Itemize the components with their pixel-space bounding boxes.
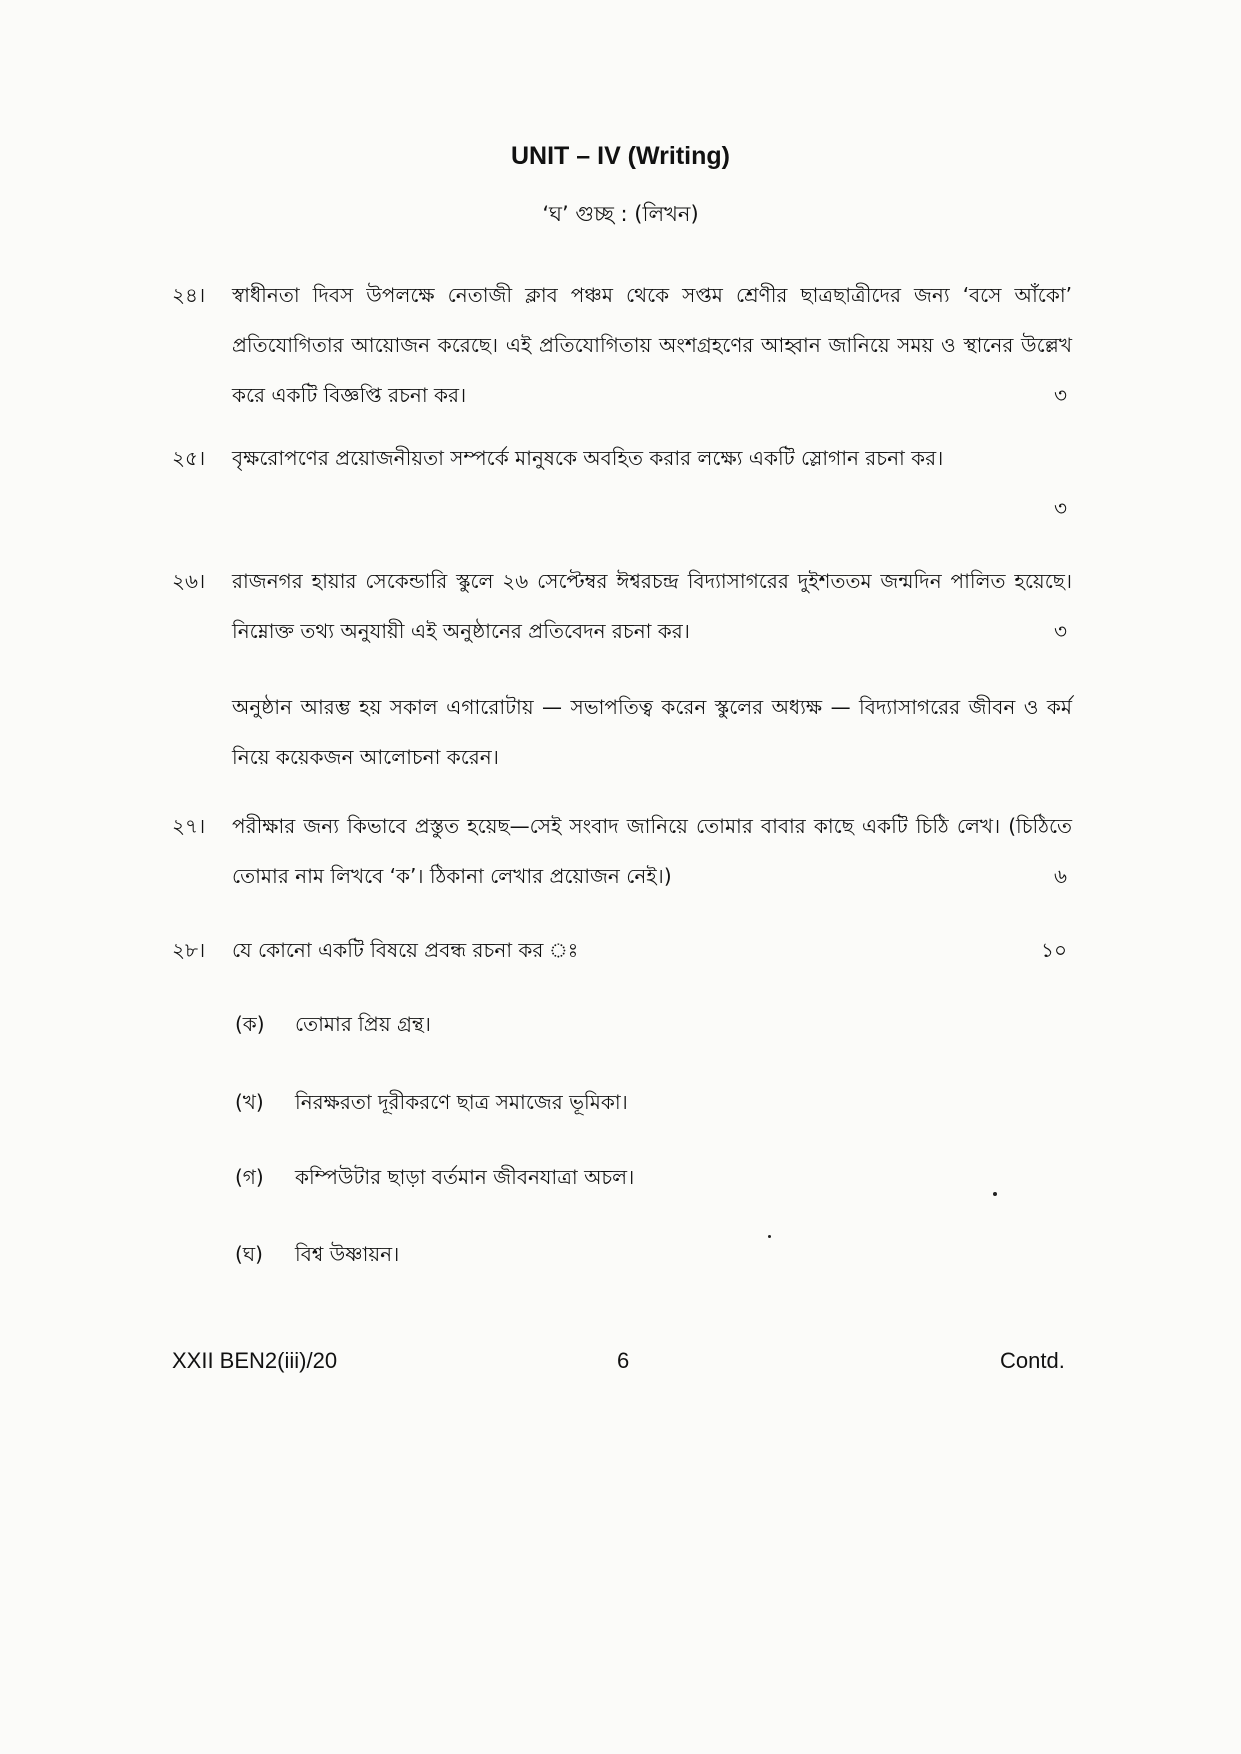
question-25: [172, 433, 1072, 520]
option-text: কম্পিউটার ছাড়া বর্তমান জীবনযাত্রা অচল।: [295, 1165, 635, 1189]
question-text: স্বাধীনতা দিবস উপলক্ষে নেতাজী ক্লাব পঞ্চম থেকে সপ্তম শ্রেণীর ছাত্রছাত্রীদের জন্য ‘বসে আঁকো’ প্রতিযোগিতার আয়োজন করেছে। এই প্রতিযোগিতায় অংশগ্রহণের আহ্বান জানিয়ে সময় ও স্থানের উল্লেখ করে একটি বিজ্ঞপ্তি রচনা কর।: [232, 283, 1072, 407]
question-number: ২৪।: [172, 283, 206, 307]
question-number: ২৫।: [172, 446, 206, 470]
option-text: বিশ্ব উষ্ণায়ন।: [295, 1242, 400, 1266]
question-number: ২৭।: [172, 814, 206, 838]
paper-code: XXII BEN2(iii)/20: [172, 1348, 338, 1373]
report-info: অনুষ্ঠান আরম্ভ হয় সকাল এগারোটায় — সভাপতিত্ব করেন স্কুলের অধ্যক্ষ — বিদ্যাসাগরের জীবন ও কর্ম নিয়ে কয়েকজন আলোচনা করেন।: [232, 695, 1072, 769]
option-label: (ক): [235, 1012, 265, 1036]
question-text: যে কোনো একটি বিষয়ে প্রবন্ধ রচনা কর ঃ: [232, 938, 579, 962]
essay-option: [235, 1088, 628, 1121]
question-marks: ৩: [1053, 383, 1067, 407]
question-27: [172, 801, 1072, 901]
question-marks: ৩: [1053, 619, 1067, 643]
question-marks: ৬: [1053, 864, 1067, 888]
question-text: পরীক্ষার জন্য কিভাবে প্রস্তুত হয়েছ—সেই সংবাদ জানিয়ে তোমার বাবার কাছে একটি চিঠি লেখ। (চিঠিতে তোমার নাম লিখবে ‘ক’। ঠিকানা লেখার প্রয়োজন নেই।): [232, 814, 1072, 888]
scan-speck: [993, 1192, 997, 1196]
page-number: 6: [617, 1348, 630, 1373]
continued-label: Contd.: [1000, 1348, 1065, 1373]
question-number: ২৬।: [172, 569, 206, 593]
question-marks: ৩: [1053, 496, 1067, 520]
option-text: নিরক্ষরতা দূরীকরণে ছাত্র সমাজের ভূমিকা।: [295, 1090, 628, 1114]
unit-title: UNIT – IV (Writing): [511, 142, 730, 170]
option-label: (ঘ): [235, 1242, 263, 1266]
option-label: (গ): [235, 1165, 264, 1189]
question-number: ২৮।: [172, 938, 206, 962]
option-label: (খ): [235, 1090, 264, 1114]
essay-option: [235, 1240, 399, 1273]
essay-option: [235, 1163, 634, 1196]
option-text: তোমার প্রিয় গ্রন্থ।: [295, 1012, 431, 1036]
question-24: [172, 270, 1072, 420]
question-marks: ১০: [1041, 938, 1067, 962]
essay-option: [235, 1010, 431, 1043]
question-text: বৃক্ষরোপণের প্রয়োজনীয়তা সম্পর্কে মানুষকে অবহিত করার লক্ষ্যে একটি স্লোগান রচনা কর।: [232, 446, 944, 470]
section-title: ‘ঘ’ গুচ্ছ : (লিখন): [542, 202, 699, 226]
question-26: [172, 556, 1072, 656]
question-text: রাজনগর হায়ার সেকেন্ডারি স্কুলে ২৬ সেপ্টেম্বর ঈশ্বরচন্দ্র বিদ্যাসাগরের দুইশততম জন্মদিন পালিত হয়েছে। নিম্নোক্ত তথ্য অনুযায়ী এই অনুষ্ঠানের প্রতিবেদন রচনা কর।: [232, 569, 1072, 643]
scan-speck: [768, 1235, 771, 1238]
question-28: [172, 925, 1072, 975]
